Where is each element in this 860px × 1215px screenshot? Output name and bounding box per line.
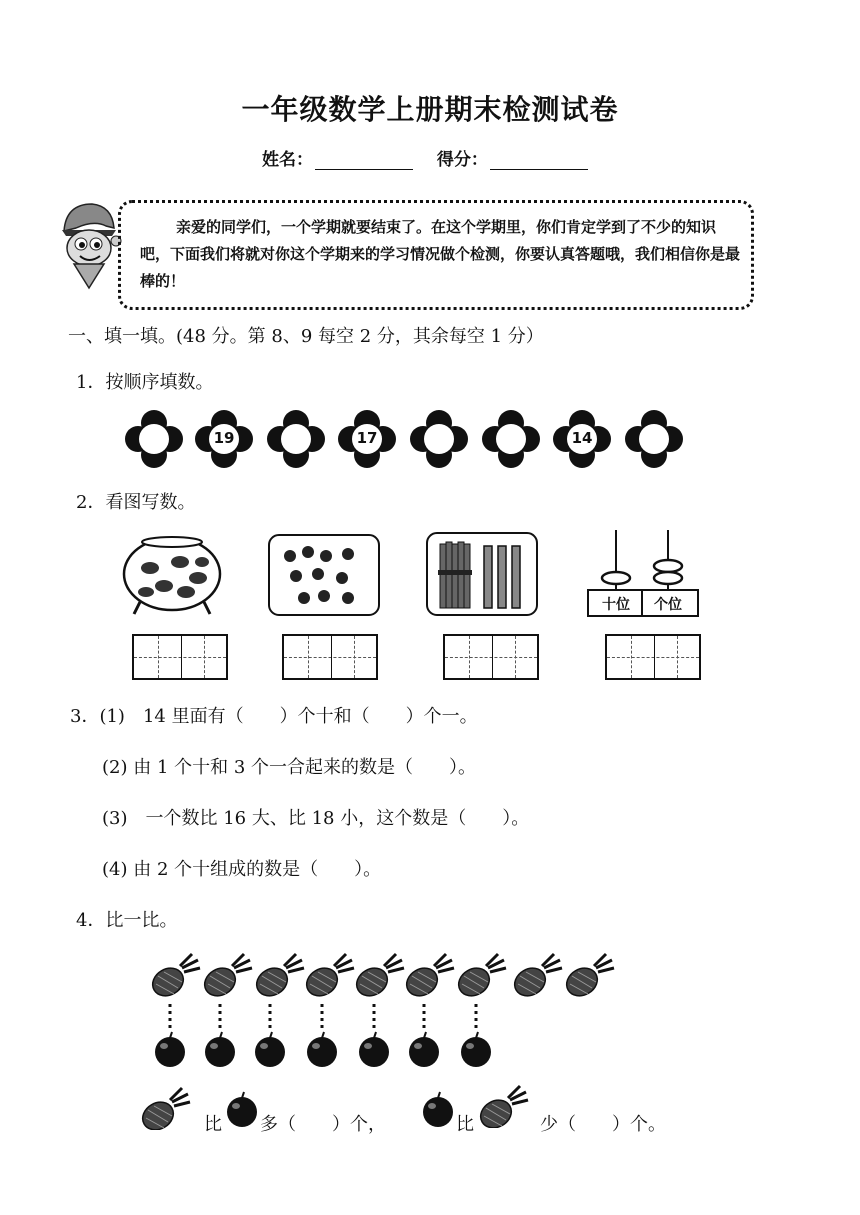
compare-text-more: 多（ ）个，: [260, 1114, 386, 1135]
flower-14: 14: [553, 410, 611, 468]
flower-blank[interactable]: [267, 410, 325, 468]
bees-image: [268, 534, 380, 616]
flower-blank[interactable]: [410, 410, 468, 468]
answer-box[interactable]: [443, 634, 539, 680]
apple-icon: [420, 1090, 456, 1130]
compare-text-less: 少（ ）个。: [540, 1114, 666, 1135]
abacus-ones-label: 个位: [654, 597, 682, 613]
q3-part2: (2) 由 1 个十和 3 个一合起来的数是（ ）。: [102, 757, 477, 778]
pineapple-icon: [478, 1080, 534, 1128]
pineapple-icon: [140, 1082, 196, 1130]
flower-sequence: [125, 410, 695, 468]
intro-text: 亲爱的同学们，一个学期就要结束了。在这个学期里，你们肯定学到了不少的知识吧，下面我们将就对你这个学期来的学习情况做个检测，你要认真答题哦，我们相信你是最棒的！: [140, 218, 741, 290]
name-blank[interactable]: [315, 151, 413, 170]
score-blank[interactable]: [490, 151, 588, 170]
answer-box[interactable]: [132, 634, 228, 680]
q1-label: 1．按顺序填数。: [76, 372, 214, 393]
q4-label: 4．比一比。: [76, 910, 178, 931]
flower-blank[interactable]: [625, 410, 683, 468]
flower-blank[interactable]: [482, 410, 540, 468]
flower-blank[interactable]: [125, 410, 183, 468]
fish-bowl-image: [120, 532, 224, 616]
q3-part4: (4) 由 2 个十组成的数是（ ）。: [102, 859, 382, 880]
q3-part3: (3) 一个数比 16 大、比 18 小，这个数是（ ）。: [102, 808, 530, 829]
connector-dots: [150, 1004, 510, 1030]
q2-label: 2．看图写数。: [76, 492, 196, 513]
abacus-tens-label: 十位: [602, 597, 630, 613]
name-score-row: [262, 145, 606, 170]
answer-box[interactable]: [282, 634, 378, 680]
compare-word-2: 比: [456, 1114, 474, 1135]
name-label: 姓名：: [262, 150, 313, 170]
pineapple-row: [150, 950, 630, 1002]
mascot-image: [54, 196, 124, 291]
section-1-heading: 一、填一填。(48 分。第 8、9 每空 2 分，其余每空 1 分）: [68, 326, 544, 347]
score-label: 得分：: [436, 150, 488, 170]
sticks-image: [426, 532, 538, 616]
answer-box[interactable]: [605, 634, 701, 680]
compare-word-1: 比: [204, 1114, 222, 1135]
q3-part1: 3．(1) 14 里面有（ ）个十和（ ）个一。: [70, 706, 478, 727]
flower-19: 19: [195, 410, 253, 468]
page-title: 一年级数学上册期末检测试卷: [241, 93, 619, 126]
apple-icon: [224, 1090, 260, 1130]
apple-row: [150, 1030, 500, 1070]
flower-17: 17: [338, 410, 396, 468]
